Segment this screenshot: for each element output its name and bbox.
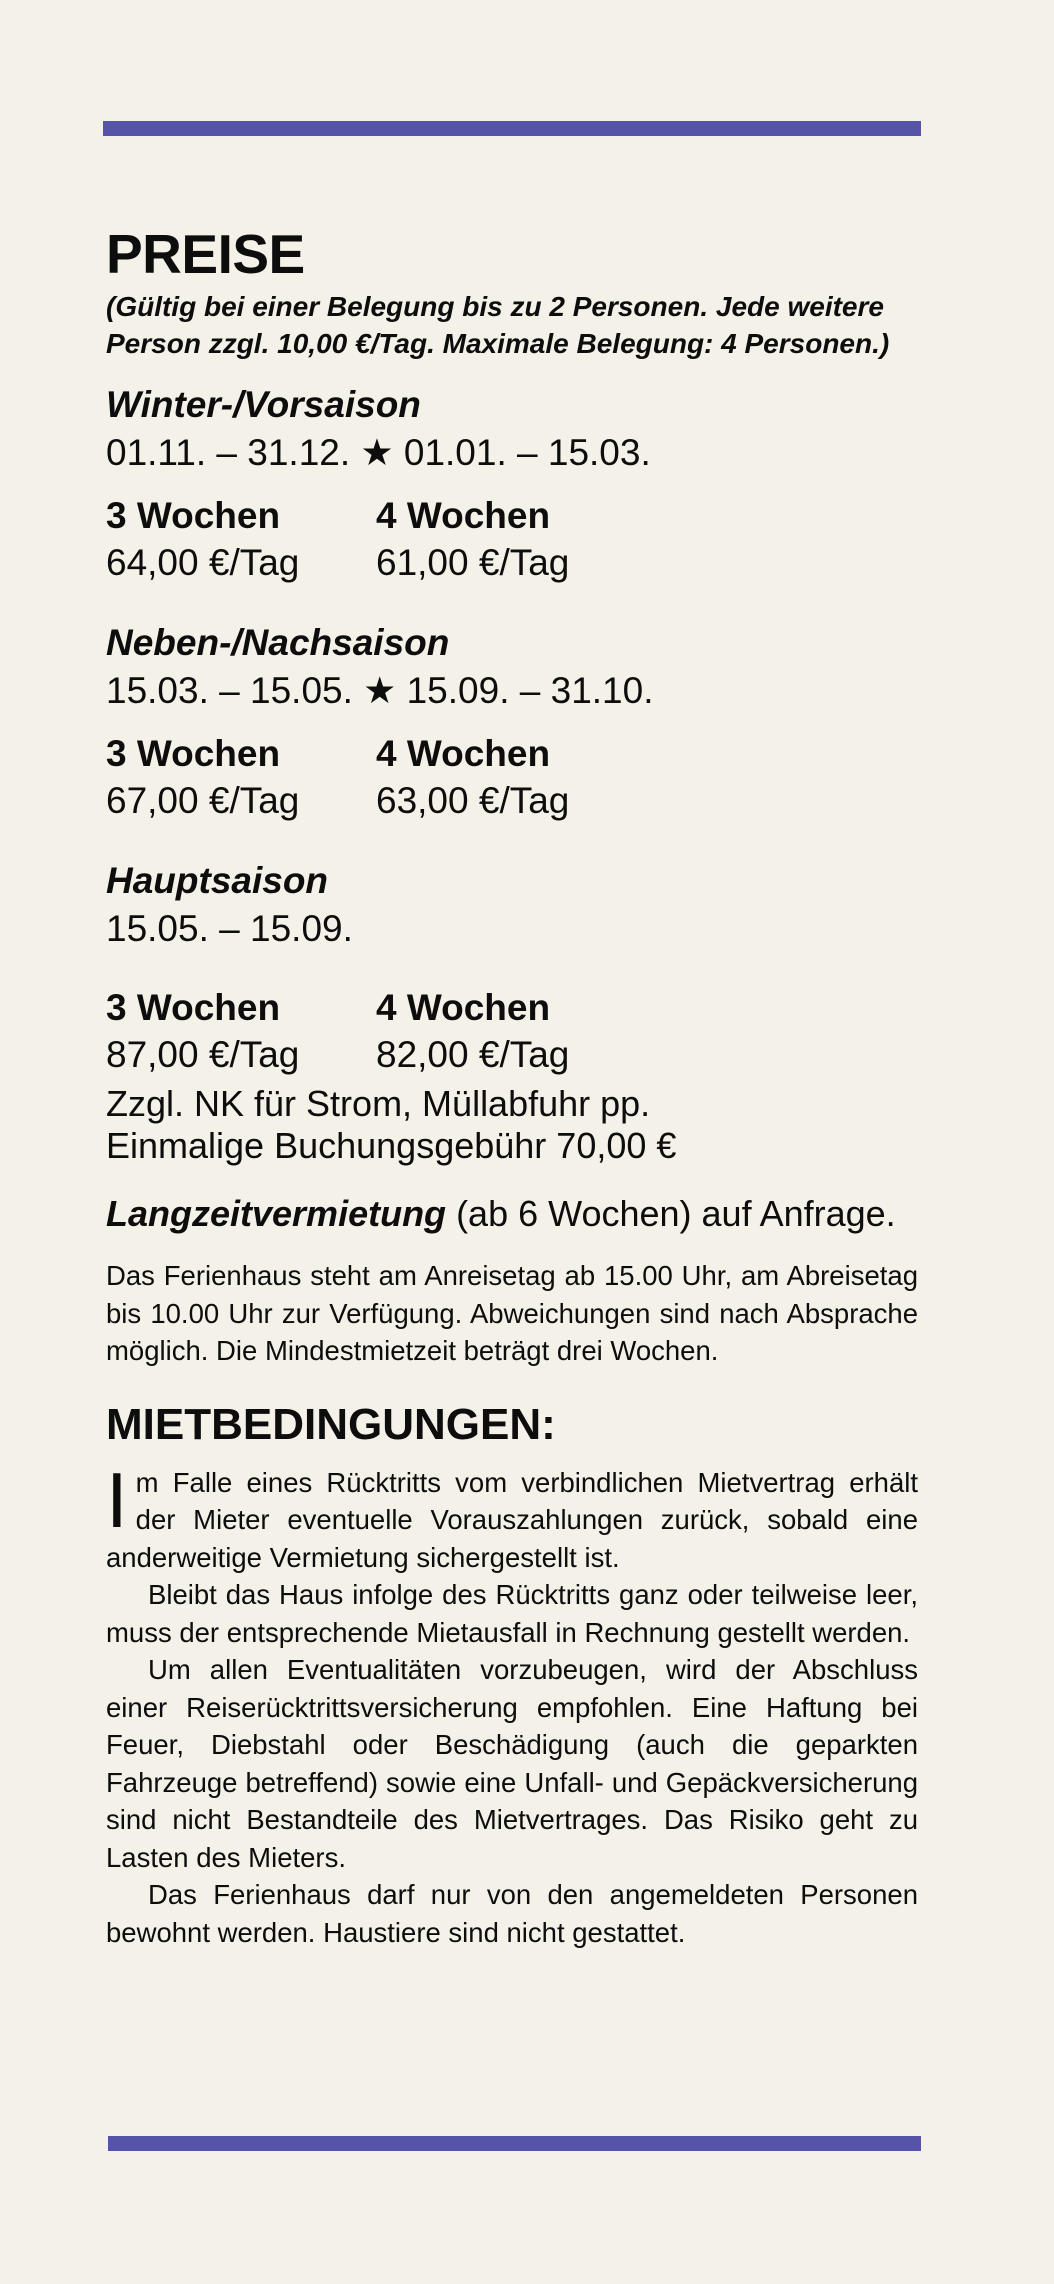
daily-price: 87,00 €/Tag bbox=[106, 1034, 300, 1075]
duration-label: 3 Wochen bbox=[106, 987, 281, 1028]
checkin-checkout-paragraph: Das Ferienhaus steht am Anreisetag ab 15.00 Uhr, am Abreisetag bis 10.00 Uhr zur Verfügung. Abweichungen sind nach Absprache möglich. Die Mindestmietzeit beträgt drei Wochen. bbox=[106, 1260, 918, 1366]
season-title: Hauptsaison bbox=[106, 860, 329, 901]
long-term-rental-note bbox=[106, 1191, 918, 1237]
duration-label: 3 Wochen bbox=[106, 733, 281, 774]
utility-costs-note: Zzgl. NK für Strom, Müllabfuhr pp. bbox=[106, 1083, 651, 1124]
conditions-paragraph: Das Ferienhaus darf nur von den angemeldeten Personen bewohnt werden. Haustiere sind nicht gestattet. bbox=[106, 1879, 918, 1948]
conditions-paragraph-text: m Falle eines Rücktritts vom verbindlichen Mietvertrag erhält der Mieter eventuelle Vorauszahlungen zurück, sobald eine anderweitige Vermietung sichergestellt ist. bbox=[106, 1466, 918, 1573]
season-off-peak bbox=[106, 620, 918, 825]
conditions-paragraph: Um allen Eventualitäten vorzubeugen, wird der Abschluss einer Reiserücktrittsversicherung empfohlen. Eine Haftung bei Feuer, Diebstahl oder Beschädigung (auch die geparkten Fahrzeuge betreffend) sowie eine Unfall- und Gepäckversicherung sind nicht Bestandteile des Mietvertrages. Das Risiko geht zu Lasten des Mieters. bbox=[106, 1654, 918, 1873]
season-peak bbox=[106, 858, 918, 1079]
occupancy-note: (Gültig bei einer Belegung bis zu 2 Personen. Jede weitere Person zzgl. 10,00 €/Tag. Maximale Belegung: 4 Personen.) bbox=[106, 291, 890, 359]
additional-costs bbox=[106, 1083, 918, 1167]
season-dates: 15.03. – 15.05. ★ 15.09. – 31.10. bbox=[106, 670, 654, 711]
drop-cap: I bbox=[106, 1455, 128, 1544]
top-divider-bar bbox=[103, 121, 921, 136]
season-title: Winter-/Vorsaison bbox=[106, 384, 421, 425]
daily-price: 67,00 €/Tag bbox=[106, 780, 300, 821]
season-title: Neben-/Nachsaison bbox=[106, 622, 450, 663]
season-dates: 15.05. – 15.09. bbox=[106, 908, 353, 949]
daily-price: 64,00 €/Tag bbox=[106, 542, 300, 583]
document-content bbox=[106, 222, 918, 1951]
duration-label: 3 Wochen bbox=[106, 495, 281, 536]
daily-price: 63,00 €/Tag bbox=[376, 780, 570, 821]
long-term-detail: (ab 6 Wochen) auf Anfrage. bbox=[446, 1193, 896, 1234]
price-table bbox=[106, 493, 918, 587]
duration-label: 4 Wochen bbox=[376, 495, 551, 536]
price-table bbox=[106, 985, 918, 1079]
rental-conditions-text bbox=[106, 1455, 918, 1952]
daily-price: 82,00 €/Tag bbox=[376, 1034, 570, 1075]
conditions-paragraph bbox=[106, 1455, 918, 1577]
long-term-label: Langzeitvermietung bbox=[106, 1193, 447, 1234]
booking-fee-note: Einmalige Buchungsgebühr 70,00 € bbox=[106, 1125, 677, 1166]
daily-price: 61,00 €/Tag bbox=[376, 542, 570, 583]
season-winter bbox=[106, 382, 918, 587]
rental-conditions-heading: MIETBEDINGUNGEN: bbox=[106, 1399, 556, 1449]
conditions-paragraph: Bleibt das Haus infolge des Rücktritts ganz oder teilweise leer, muss der entsprechende Mietausfall in Rechnung gestellt werden. bbox=[106, 1579, 918, 1648]
duration-label: 4 Wochen bbox=[376, 733, 551, 774]
price-table bbox=[106, 731, 918, 825]
duration-label: 4 Wochen bbox=[376, 987, 551, 1028]
season-dates: 01.11. – 31.12. ★ 01.01. – 15.03. bbox=[106, 432, 651, 473]
bottom-divider-bar bbox=[108, 2136, 921, 2151]
prices-heading: PREISE bbox=[106, 223, 305, 285]
